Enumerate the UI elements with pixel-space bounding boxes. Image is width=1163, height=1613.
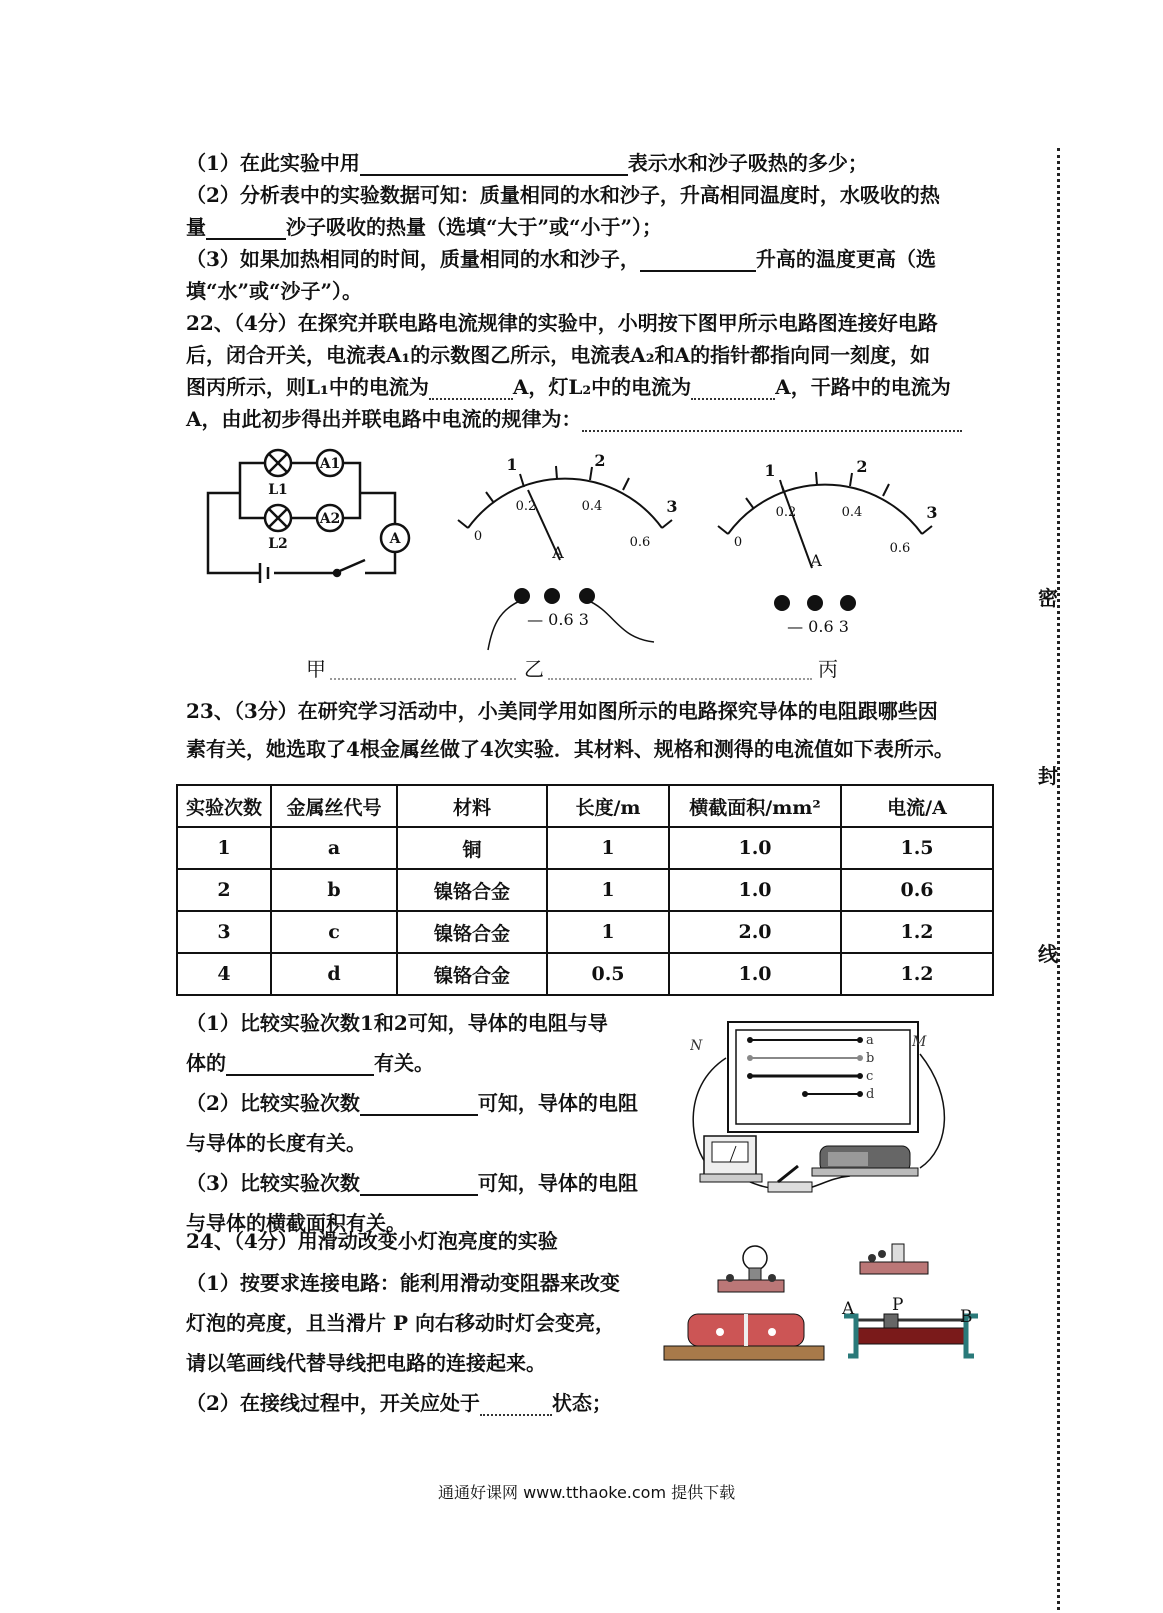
caption-dots — [330, 678, 516, 680]
ammeter-label: A1 — [319, 456, 341, 472]
table-header: 横截面积/mm² — [669, 785, 841, 827]
terminal-label: — 0.6 3 — [787, 617, 849, 636]
bulb-device — [718, 1246, 784, 1292]
tick-label: 0.4 — [581, 499, 603, 514]
answer-blank[interactable] — [360, 1174, 478, 1196]
caption-yi: 乙 — [524, 657, 544, 681]
ammeter-dial-yi — [440, 450, 690, 660]
ammeter-dial-bing — [700, 456, 950, 656]
tick-label: 2 — [856, 457, 868, 476]
q23-sub1b: 体的 有关。 — [186, 1051, 434, 1075]
table-header: 实验次数 — [177, 785, 271, 827]
caption-dots — [548, 678, 812, 680]
q23-sub3: （3）比较实验次数 可知，导体的电阻 — [186, 1171, 638, 1195]
tick-label: 1 — [764, 461, 776, 480]
tick-label: 0.6 — [889, 541, 911, 556]
table-cell: c — [271, 911, 397, 953]
table-row — [177, 911, 993, 953]
table-header: 金属丝代号 — [271, 785, 397, 827]
terminal-label: — 0.6 3 — [527, 610, 589, 629]
ammeter-label: A2 — [319, 511, 341, 527]
tick-label: 0.2 — [515, 499, 537, 514]
caption-bing: 丙 — [818, 657, 838, 681]
tick-label: 3 — [666, 497, 678, 516]
table-header-row — [177, 785, 993, 827]
table-row — [177, 827, 993, 869]
circuit-diagram — [200, 448, 415, 588]
footer-text: 通通好课网 www.tthaoke.com 提供下载 — [438, 1483, 736, 1502]
q23-sub3b: 与导体的横截面积有关。 — [186, 1211, 406, 1235]
q22-line3: 图丙所示，则L₁中的电流为 A，灯L₂中的电流为 A，干路中的电流为 — [186, 375, 951, 399]
experiment-table — [176, 784, 994, 996]
table-cell: 1.2 — [841, 911, 993, 953]
table-cell: d — [271, 953, 397, 995]
tick-label: 1 — [506, 455, 518, 474]
side-label: 封 — [1038, 764, 1058, 788]
unit-label: A — [552, 543, 564, 562]
tick-label: 0.2 — [775, 505, 797, 520]
lamp-label: L2 — [268, 536, 288, 552]
wire-label: d — [866, 1087, 875, 1102]
q24-line5: （2）在接线过程中，开关应处于 状态； — [186, 1391, 612, 1415]
q23-line2: 素有关，她选取了4根金属丝做了4次实验．其材料、规格和测得的电流值如下表所示。 — [186, 737, 954, 761]
table-cell: 0.6 — [841, 869, 993, 911]
q24-line2: （1）按要求连接电路：能利用滑动变阻器来改变 — [186, 1271, 620, 1295]
q23-line1: 23、（3分）在研究学习活动中，小美同学用如图所示的电路探究导体的电阻跟哪些因 — [186, 699, 938, 723]
answer-blank[interactable] — [360, 1094, 478, 1116]
ammeter-device — [700, 1136, 762, 1182]
table-cell: 4 — [177, 953, 271, 995]
q23-sub1: （1）比较实验次数1和2可知，导体的电阻与导 — [186, 1011, 608, 1035]
table-cell: 铜 — [397, 827, 547, 869]
wire-label: b — [866, 1051, 875, 1066]
table-cell: 2 — [177, 869, 271, 911]
table-cell: 3 — [177, 911, 271, 953]
q24-line3: 灯泡的亮度，且当滑片 P 向右移动时灯会变亮， — [186, 1311, 615, 1335]
table-cell: 2.0 — [669, 911, 841, 953]
wire-label: c — [866, 1069, 874, 1084]
table-cell: 1.5 — [841, 827, 993, 869]
table-header: 电流/A — [841, 785, 993, 827]
tick-label: 2 — [594, 451, 606, 470]
side-label: 线 — [1038, 942, 1058, 966]
table-cell: 1.0 — [669, 827, 841, 869]
tick-label: 0 — [733, 535, 743, 550]
switch-device — [768, 1166, 812, 1192]
wire-label: a — [866, 1033, 874, 1048]
table-cell: 1 — [547, 869, 669, 911]
answer-blank[interactable] — [640, 250, 756, 272]
ammeter-label: A — [389, 531, 401, 547]
rheostat-terminal-a: A — [842, 1299, 855, 1319]
lamp-label: L1 — [268, 482, 288, 498]
battery-device — [812, 1146, 918, 1176]
table-cell: 1 — [547, 911, 669, 953]
tick-label: 0 — [473, 529, 483, 544]
q24-line4: 请以笔画线代替导线把电路的连接起来。 — [186, 1351, 546, 1375]
table-cell: 镍铬合金 — [397, 869, 547, 911]
side-label: 密 — [1038, 586, 1058, 610]
tick-label: 0.6 — [629, 535, 651, 550]
answer-blank[interactable] — [480, 1394, 552, 1416]
q23-sub2: （2）比较实验次数 可知，导体的电阻 — [186, 1091, 638, 1115]
q21-line5: 填“水”或“沙子”）。 — [186, 279, 363, 303]
answer-blank[interactable] — [429, 378, 513, 400]
table-cell: a — [271, 827, 397, 869]
q22-line4: A，由此初步得出并联电路中电流的规律为： — [186, 406, 962, 432]
answer-blank[interactable] — [206, 218, 286, 240]
table-header: 材料 — [397, 785, 547, 827]
q24-line1: 24、（4分）用滑动改变小灯泡亮度的实验 — [186, 1229, 558, 1253]
tick-label: 0.4 — [841, 505, 863, 520]
answer-blank[interactable] — [582, 410, 962, 432]
q22-line1: 22、（4分）在探究并联电路电流规律的实验中，小明按下图甲所示电路图连接好电路 — [186, 311, 938, 335]
table-row — [177, 869, 993, 911]
table-cell: 镍铬合金 — [397, 953, 547, 995]
table-cell: 1.2 — [841, 953, 993, 995]
table-cell: 1.0 — [669, 953, 841, 995]
table-cell: 1.0 — [669, 869, 841, 911]
terminal-m-label: M — [912, 1034, 927, 1050]
battery-device — [664, 1314, 824, 1360]
table-cell: 镍铬合金 — [397, 911, 547, 953]
rheostat-apparatus — [660, 1236, 990, 1382]
answer-blank[interactable] — [226, 1054, 374, 1076]
rheostat-terminal-b: B — [960, 1307, 973, 1327]
q23-sub2b: 与导体的长度有关。 — [186, 1131, 366, 1155]
caption-jia: 甲 — [306, 657, 326, 681]
answer-blank[interactable] — [691, 378, 775, 400]
rheostat-device — [844, 1314, 978, 1356]
q21-line4: （3）如果加热相同的时间，质量相同的水和沙子， 升高的温度更高（选 — [186, 247, 936, 271]
table-row — [177, 953, 993, 995]
table-cell: 1 — [547, 827, 669, 869]
q21-line2: （2）分析表中的实验数据可知：质量相同的水和沙子，升高相同温度时，水吸收的热 — [186, 183, 940, 207]
wire-board-apparatus — [690, 1018, 955, 1236]
rheostat-slider-p: P — [892, 1295, 904, 1315]
table-cell: 0.5 — [547, 953, 669, 995]
answer-blank[interactable] — [360, 154, 628, 176]
table-cell: b — [271, 869, 397, 911]
switch-device — [860, 1244, 928, 1274]
seal-line — [1057, 148, 1060, 1610]
q21-line1: （1）在此实验中用 表示水和沙子吸热的多少； — [186, 151, 868, 175]
tick-label: 3 — [926, 503, 938, 522]
table-cell: 1 — [177, 827, 271, 869]
unit-label: A — [810, 551, 822, 570]
q21-line3: 量 沙子吸收的热量（选填“大于”或“小于”）； — [186, 215, 663, 239]
terminal-n-label: N — [690, 1038, 703, 1054]
q22-line2: 后，闭合开关，电流表A₁的示数图乙所示，电流表A₂和A的指针都指向同一刻度，如 — [186, 343, 931, 367]
table-header: 长度/m — [547, 785, 669, 827]
